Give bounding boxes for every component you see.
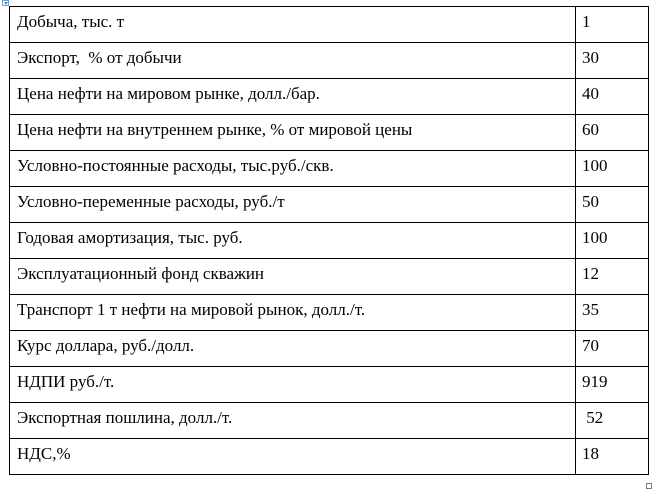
row-label: Цена нефти на внутреннем рынке, % от мировой цены <box>10 115 576 151</box>
row-label: НДС,% <box>10 439 576 475</box>
table-row <box>10 43 649 79</box>
row-value: 52 <box>576 403 649 439</box>
row-value: 100 <box>576 151 649 187</box>
table-row <box>10 367 649 403</box>
row-label: Экспортная пошлина, долл./т. <box>10 403 576 439</box>
table-row <box>10 223 649 259</box>
row-value: 919 <box>576 367 649 403</box>
row-label: Курс доллара, руб./долл. <box>10 331 576 367</box>
row-label: Добыча, тыс. т <box>10 7 576 43</box>
row-value: 40 <box>576 79 649 115</box>
table-row <box>10 295 649 331</box>
row-value: 60 <box>576 115 649 151</box>
row-label: Годовая амортизация, тыс. руб. <box>10 223 576 259</box>
table-row <box>10 259 649 295</box>
table-row <box>10 403 649 439</box>
table-row <box>10 79 649 115</box>
row-value: 1 <box>576 7 649 43</box>
row-label: Эксплуатационный фонд скважин <box>10 259 576 295</box>
row-label: Транспорт 1 т нефти на мировой рынок, долл./т. <box>10 295 576 331</box>
row-value: 12 <box>576 259 649 295</box>
table-row <box>10 115 649 151</box>
table-row <box>10 7 649 43</box>
table-row <box>10 151 649 187</box>
table-move-handle-icon[interactable] <box>2 0 9 6</box>
row-value: 35 <box>576 295 649 331</box>
table-row <box>10 331 649 367</box>
table-row <box>10 439 649 475</box>
parameters-table <box>9 6 649 475</box>
row-label: НДПИ руб./т. <box>10 367 576 403</box>
row-label: Цена нефти на мировом рынке, долл./бар. <box>10 79 576 115</box>
row-label: Условно-переменные расходы, руб./т <box>10 187 576 223</box>
table-resize-handle-icon[interactable] <box>646 483 652 489</box>
table-row <box>10 187 649 223</box>
row-label: Экспорт, % от добычи <box>10 43 576 79</box>
row-value: 50 <box>576 187 649 223</box>
row-value: 100 <box>576 223 649 259</box>
row-label: Условно-постоянные расходы, тыс.руб./скв. <box>10 151 576 187</box>
row-value: 70 <box>576 331 649 367</box>
row-value: 18 <box>576 439 649 475</box>
row-value: 30 <box>576 43 649 79</box>
